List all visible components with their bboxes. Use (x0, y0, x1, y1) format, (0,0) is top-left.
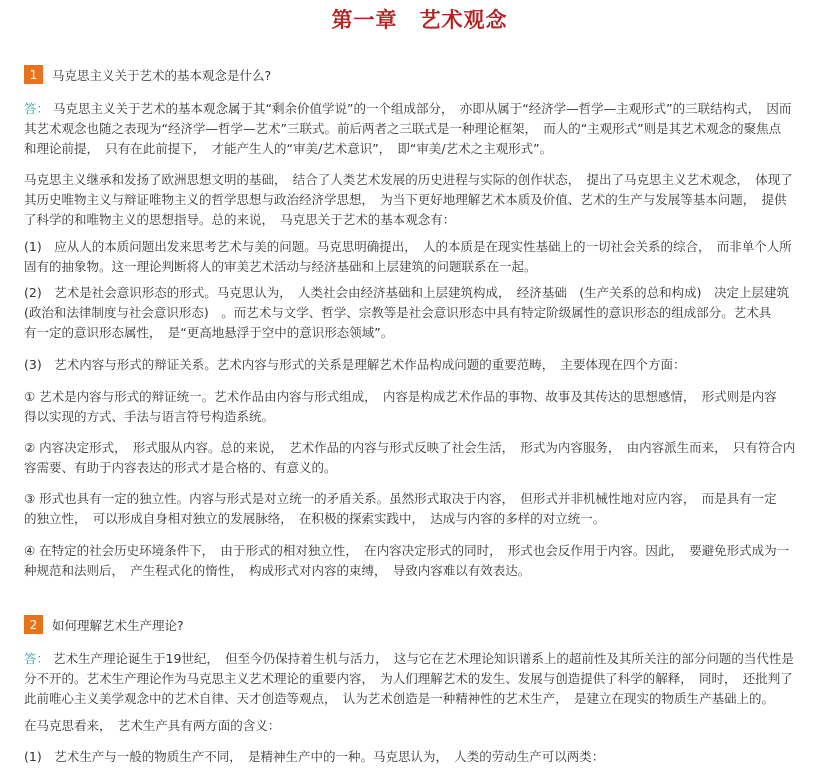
paragraph-line: 有一定的意识形态属性， 是“更高地悬浮于空中的意识形态领域”。 (24, 325, 394, 340)
question-1-text: 马克思主义关于艺术的基本观念是什么? (52, 67, 272, 83)
q1-sub-1 (24, 387, 802, 427)
paragraph-line: ③ 形式也具有一定的独立性。内容与形式是对立统一的矛盾关系。虽然形式取决于内容， 但形式并非机械性地对应内容， 而是具有一定 (24, 491, 777, 506)
answer-line: 马克思主义关于艺术的基本观念属于其“剩余价值学说”的一个组成部分， 亦即从属于“经济学—哲学—主观形式”的三联结构式， 因而 (53, 101, 792, 116)
paragraph-line: ① 艺术是内容与形式的辩证统一。艺术作品由内容与形式组成， 内容是构成艺术作品的事物、故事及其传达的思想感情， 形式则是内容 (24, 389, 777, 404)
paragraph-line: 容需要、有助于内容表达的形式才是合格的、有意义的。 (24, 460, 337, 475)
q1-point-1 (24, 237, 802, 277)
paragraph-line: 的独立性， 可以形成自身相对独立的发展脉络， 在积极的探索实践中， 达成与内容的多样的对立统一。 (24, 511, 606, 526)
paragraph-line: (3) 艺术内容与形式的辩证关系。艺术内容与形式的关系是理解艺术作品构成问题的重要范畴， 主要体现在四个方面： (24, 357, 686, 372)
paragraph-line: 了科学的和唯物主义的思想指导。总的来说， 马克思关于艺术的基本观念有： (24, 212, 456, 227)
answer-label: 答： (24, 651, 50, 666)
paragraph-line: 马克思主义继承和发扬了欧洲思想文明的基础， 结合了人类艺术发展的历史进程与实际的创作状态， 提出了马克思主义艺术观念， 体现了 (24, 172, 793, 187)
q1-paragraph-2 (24, 170, 802, 230)
paragraph-line: 种规范和法则后， 产生程式化的惰性， 构成形式对内容的束缚， 导致内容难以有效表达。 (24, 563, 531, 578)
answer-label: 答： (24, 101, 50, 116)
q1-sub-4 (24, 541, 802, 581)
question-number-badge: 2 (24, 615, 43, 634)
answer-line: 分不开的。艺术生产理论作为马克思主义艺术理论的重要内容， 为人们理解艺术的发生、发展与创造提供了科学的解释， 同时， 还批判了 (24, 671, 793, 686)
chapter-title: 第一章 艺术观念 (331, 8, 508, 32)
paragraph-line: (1) 应从人的本质问题出发来思考艺术与美的问题。马克思明确提出， 人的本质是在现实性基础上的一切社会关系的综合， 而非单个人所 (24, 239, 792, 254)
question-2-text: 如何理解艺术生产理论? (52, 617, 184, 633)
paragraph-line: ④ 在特定的社会历史环境条件下， 由于形式的相对独立性， 在内容决定形式的同时， 形式也会反作用于内容。因此， 要避免形式成为一 (24, 543, 790, 558)
q1-point-3 (24, 355, 802, 375)
paragraph-line: 固有的抽象物。这一理论判断将人的审美艺术活动与经济基础和上层建筑的问题联系在一起。 (24, 259, 537, 274)
question-number-badge: 1 (24, 65, 43, 84)
answer-line: 此前唯心主义美学观念中的艺术自律、天才创造等观点， 认为艺术创造是一种精神性的艺术生产， 是建立在现实的物质生产基础上的。 (24, 691, 775, 706)
paragraph-line: 得以实现的方式、手法与语言符号构造系统。 (24, 409, 275, 424)
q1-sub-2 (24, 438, 802, 478)
paragraph-line: (1) 艺术生产与一般的物质生产不同， 是精神生产中的一种。马克思认为， 人类的劳动生产可以两类： (24, 749, 605, 764)
question-2-header (24, 615, 184, 634)
q1-point-2 (24, 283, 802, 343)
paragraph-line: 在马克思看来， 艺术生产具有两方面的含义： (24, 718, 281, 733)
q2-point-1 (24, 747, 802, 767)
paragraph-line: (政治和法律制度与社会意识形态) 。而艺术与文学、哲学、宗教等是社会意识形态中具有特定阶级属性的意识形态的组成部分。艺术具 (24, 305, 772, 320)
q2-answer (24, 649, 802, 709)
answer-line: 其艺术观念也随之表现为“经济学—哲学—艺术”三联式。前后两者之三联式是一种理论框架， 而人的“主观形式”则是其艺术观念的聚焦点 (24, 121, 782, 136)
q2-paragraph-2 (24, 716, 802, 736)
paragraph-line: (2) 艺术是社会意识形态的形式。马克思认为， 人类社会由经济基础和上层建筑构成， 经济基础 (生产关系的总和构成) 决定上层建筑 (24, 285, 789, 300)
answer-line: 和理论前提， 只有在此前提下， 才能产生人的“审美/艺术意识”， 即“审美/艺术之主观形式”。 (24, 141, 553, 156)
q1-sub-3 (24, 489, 802, 529)
paragraph-line: 其历史唯物主义与辩证唯物主义的哲学思想与政治经济学思想， 为当下更好地理解艺术本质及价值、艺术的生产与发展等基本问题， 提供 (24, 192, 787, 207)
answer-line: 艺术生产理论诞生于19世纪， 但至今仍保持着生机与活力， 这与它在艺术理论知识谱系上的超前性及其所关注的部分问题的当代性是 (53, 651, 794, 666)
question-1-header (24, 65, 271, 84)
paragraph-line: ② 内容决定形式， 形式服从内容。总的来说， 艺术作品的内容与形式反映了社会生活， 形式为内容服务， 由内容派生而来， 只有符合内 (24, 440, 796, 455)
q1-answer (24, 99, 802, 159)
